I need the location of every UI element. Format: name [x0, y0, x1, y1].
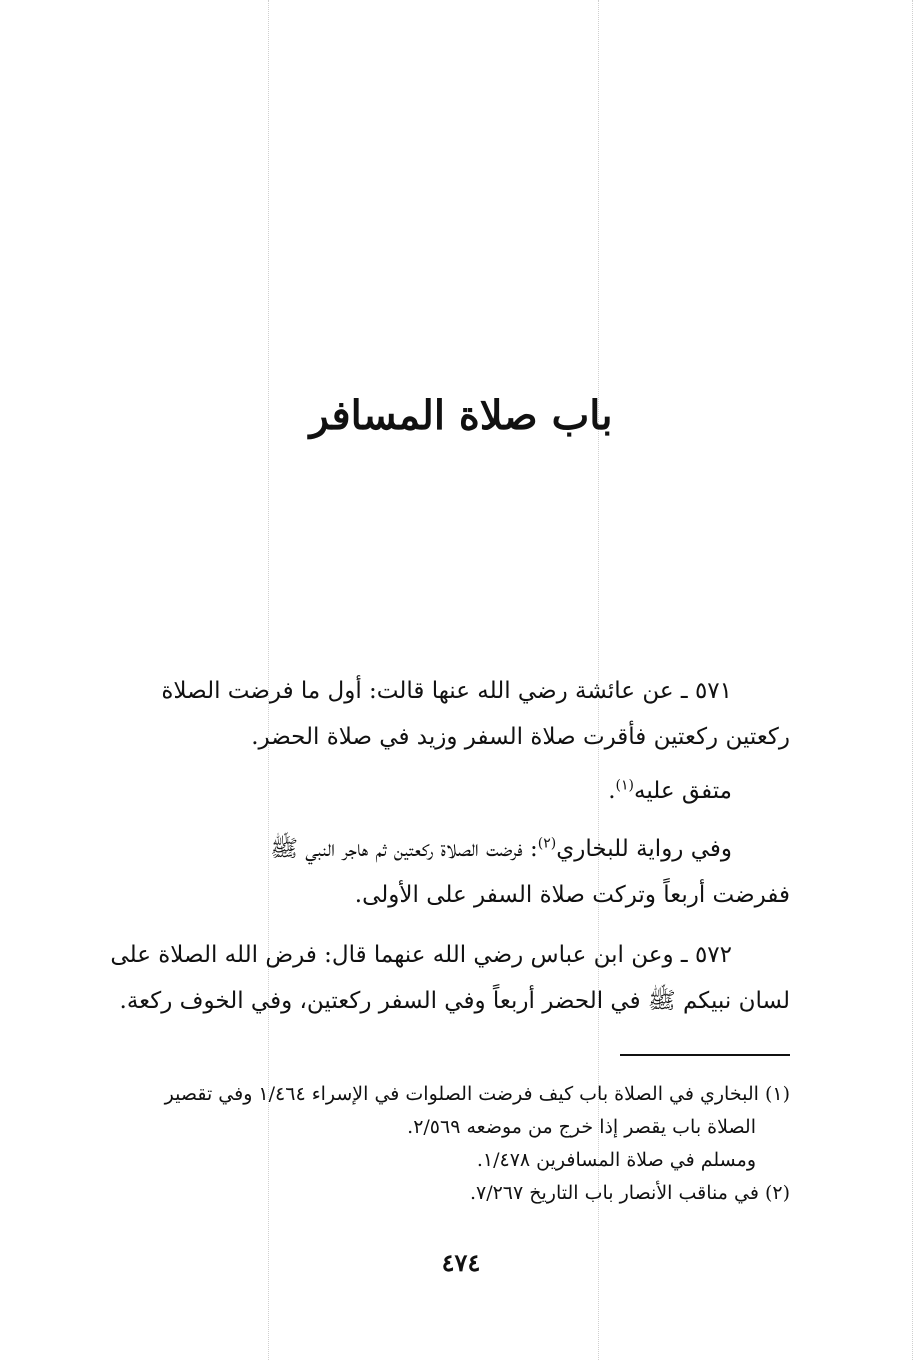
- hadith-571-line-2: ركعتين ركعتين فأقرت صلاة السفر وزيد في صلاة الحضر.: [251, 724, 790, 750]
- agreed-upon-text: متفق عليه: [634, 778, 732, 804]
- footnotes: [98, 1078, 790, 1210]
- bukhari-line-2: ففرضت أربعاً وتركت صلاة السفر على الأولى.: [354, 882, 790, 908]
- hadith-572: [98, 932, 790, 1024]
- chapter-title: باب صلاة المسافر: [309, 392, 613, 439]
- scan-guide-line: [912, 0, 913, 1360]
- footnote-1-line-1: (١) البخاري في الصلاة باب كيف فرضت الصلوات في الإسراء ١/٤٦٤ وفي تقصير: [164, 1083, 790, 1105]
- footnote-1-line-3: ومسلم في صلاة المسافرين ١/٤٧٨.: [476, 1149, 756, 1171]
- hadith-572-line-1: ٥٧٢ ـ وعن ابن عباس رضي الله عنهما قال: فرض الله الصلاة على: [110, 942, 732, 968]
- footnote-separator: [620, 1054, 790, 1056]
- hadith-571-line-1: ٥٧١ ـ عن عائشة رضي الله عنها قالت: أول ما فرضت الصلاة: [161, 678, 732, 704]
- footnote-ref-1: (١): [615, 777, 634, 794]
- page-number: ٤٧٤: [441, 1248, 481, 1277]
- footnote-1-line-2: الصلاة باب يقصر إذا خرج من موضعه ٢/٥٦٩.: [407, 1116, 756, 1138]
- footnote-2: (٢) في مناقب الأنصار باب التاريخ ٧/٢٦٧.: [469, 1182, 790, 1204]
- bukhari-narration: [98, 826, 790, 918]
- bukhari-line-1: [98, 826, 790, 872]
- footnote-ref-2: (٢): [537, 835, 557, 852]
- hadith-572-line-2: لسان نبيكم ﷺ في الحضر أربعاً وفي السفر ركعتين، وفي الخوف ركعة.: [119, 988, 790, 1014]
- bukhari-start: وفي رواية للبخاري: [556, 836, 732, 862]
- agreed-upon-line: [98, 768, 790, 814]
- hadith-571: [98, 668, 790, 814]
- bukhari-rest: : فرضت الصلاة ركعتين ثم هاجر النبي ﷺ: [270, 836, 538, 862]
- agreed-upon-end: .: [608, 778, 616, 804]
